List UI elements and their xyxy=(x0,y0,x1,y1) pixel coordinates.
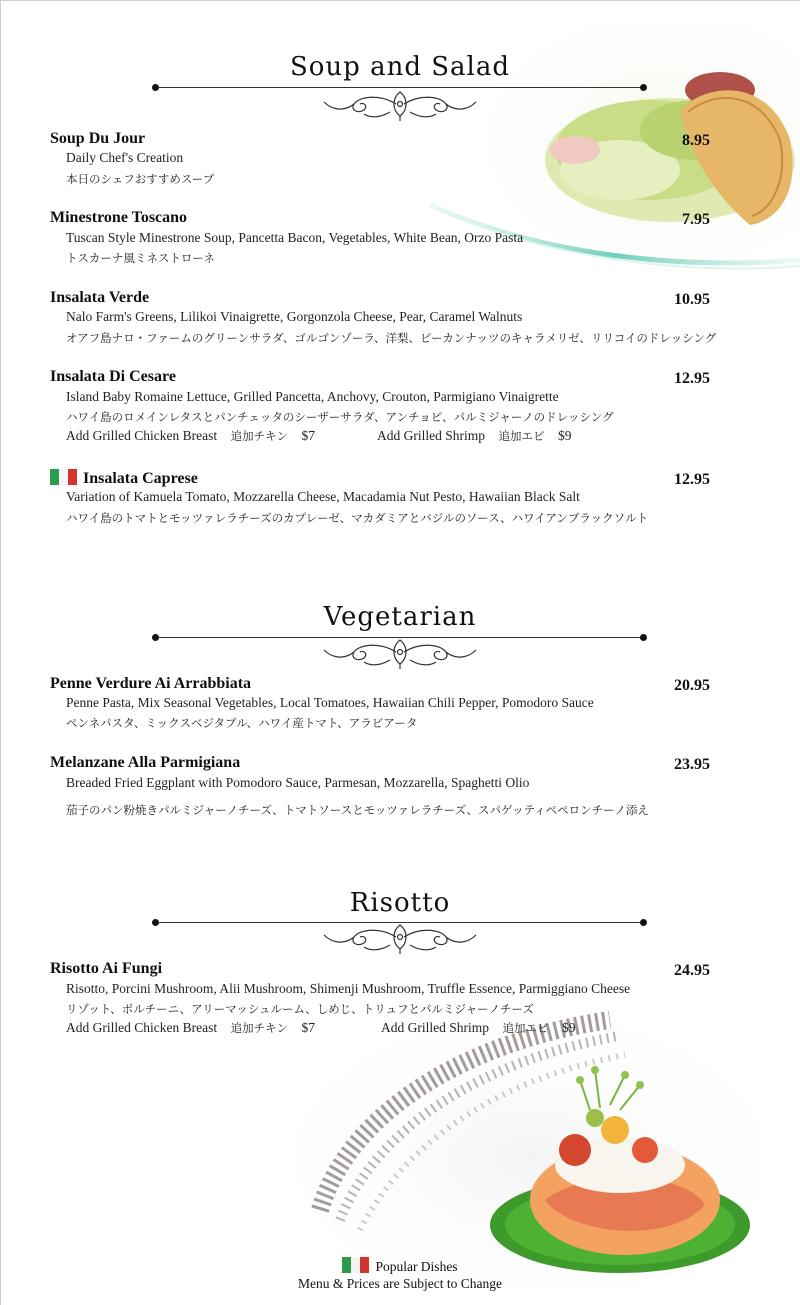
item-description: Breaded Fried Eggplant with Pomodoro Sauce, Parmesan, Mozzarella, Spaghetti Olio xyxy=(66,775,530,790)
addon-shrimp xyxy=(381,1020,576,1036)
item-name: Penne Verdure Ai Arrabbiata xyxy=(50,675,252,692)
item-name: Minestrone Toscano xyxy=(50,209,188,226)
addon-chicken xyxy=(66,428,315,444)
addon-price: $9 xyxy=(558,428,572,443)
item-name: Insalata Caprese xyxy=(50,469,198,488)
addon-label: Add Grilled Chicken Breast xyxy=(66,428,218,443)
section-title-vegetarian: Vegetarian xyxy=(323,602,477,632)
item-description: Variation of Kamuela Tomato, Mozzarella Cheese, Macadamia Nut Pesto, Hawaiian Black Salt xyxy=(66,489,580,504)
item-price: 12.95 xyxy=(674,370,710,387)
item-description: Penne Pasta, Mix Seasonal Vegetables, Local Tomatoes, Hawaiian Chili Pepper, Pomodoro Sauce xyxy=(66,695,594,710)
price-notice: Menu & Prices are Subject to Change xyxy=(298,1276,502,1291)
item-price: 7.95 xyxy=(682,211,710,228)
item-description-jp: ハワイ島のトマトとモッツァレラチーズのカプレーゼ、マカダミアとバジルのソース、ハワイアンブラックソルト xyxy=(66,511,649,525)
item-description: Island Baby Romaine Lettuce, Grilled Pancetta, Anchovy, Crouton, Parmigiano Vinaigrette xyxy=(66,389,559,404)
item-description: Nalo Farm's Greens, Lilikoi Vinaigrette, Gorgonzola Cheese, Pear, Caramel Walnuts xyxy=(66,309,523,324)
item-description-jp: 本日のシェフおすすめスープ xyxy=(66,172,215,186)
flourish-ornament xyxy=(320,88,480,122)
section-title-risotto: Risotto xyxy=(349,888,451,918)
divider-dot-right xyxy=(640,84,647,91)
item-description-jp: ペンネパスタ、ミックスベジタブル、ハワイ産トマト、アラビアータ xyxy=(66,716,418,730)
addon-shrimp xyxy=(377,428,572,444)
item-name: Soup Du Jour xyxy=(50,130,146,147)
page-border-left xyxy=(0,0,1,1305)
item-price: 24.95 xyxy=(674,962,710,979)
item-name: Insalata Di Cesare xyxy=(50,368,176,385)
italian-flag-icon xyxy=(50,469,77,485)
addon-label-jp: 追加エビ xyxy=(498,429,545,443)
item-name: Risotto Ai Fungi xyxy=(50,960,163,977)
item-description: Risotto, Porcini Mushroom, Alii Mushroom, Shimenji Mushroom, Truffle Essence, Parmiggiano Cheese xyxy=(66,981,631,996)
addon-label: Add Grilled Chicken Breast xyxy=(66,1020,218,1035)
addon-label-jp: 追加チキン xyxy=(230,429,288,443)
item-name: Melanzane Alla Parmigiana xyxy=(50,754,241,771)
addon-label-jp: 追加エビ xyxy=(502,1021,549,1035)
addon-chicken xyxy=(66,1020,315,1036)
item-price: 8.95 xyxy=(682,132,710,149)
addon-label: Add Grilled Shrimp xyxy=(381,1020,489,1035)
addon-label-jp: 追加チキン xyxy=(230,1021,288,1035)
flourish-ornament xyxy=(320,921,480,955)
item-description-jp: トスカーナ風ミネストローネ xyxy=(66,251,215,265)
item-price: 12.95 xyxy=(674,471,710,488)
section-title-soup-salad: Soup and Salad xyxy=(289,52,511,82)
item-description: Tuscan Style Minestrone Soup, Pancetta Bacon, Vegetables, White Bean, Orzo Pasta xyxy=(66,230,524,245)
page-border-top xyxy=(0,0,800,1)
item-price: 10.95 xyxy=(674,291,710,308)
flourish-ornament xyxy=(320,636,480,670)
item-price: 23.95 xyxy=(674,756,710,773)
item-description: Daily Chef's Creation xyxy=(66,150,184,165)
divider-dot-right xyxy=(640,919,647,926)
item-price: 20.95 xyxy=(674,677,710,694)
item-description-jp: ハワイ島のロメインレタスとパンチェッタのシーザーサラダ、アンチョビ、パルミジャーノのドレッシング xyxy=(66,410,614,424)
popular-dishes-legend: Popular Dishes xyxy=(0,1257,800,1275)
italian-flag-icon xyxy=(342,1257,369,1273)
item-name: Insalata Verde xyxy=(50,289,150,306)
item-description-jp: オアフ島ナロ・ファームのグリーンサラダ、ゴルゴンゾーラ、洋梨、ピーカンナッツのキャラメリゼ、リリコイのドレッシング xyxy=(66,331,717,345)
addon-label: Add Grilled Shrimp xyxy=(377,428,485,443)
caprese-dish-photo xyxy=(290,1000,770,1290)
item-description-jp: 茄子のパン粉焼きパルミジャーノチーズ、トマトソースとモッツァレラチーズ、スパゲッティペペロンチーノ添え xyxy=(66,803,649,817)
addon-price: $7 xyxy=(301,1020,315,1035)
item-description-jp: リゾット、ポルチーニ、アリーマッシュルーム、しめじ、トリュフとパルミジャーノチーズ xyxy=(66,1002,534,1016)
addon-price: $7 xyxy=(301,428,315,443)
divider-dot-right xyxy=(640,634,647,641)
addon-price: $9 xyxy=(562,1020,576,1035)
